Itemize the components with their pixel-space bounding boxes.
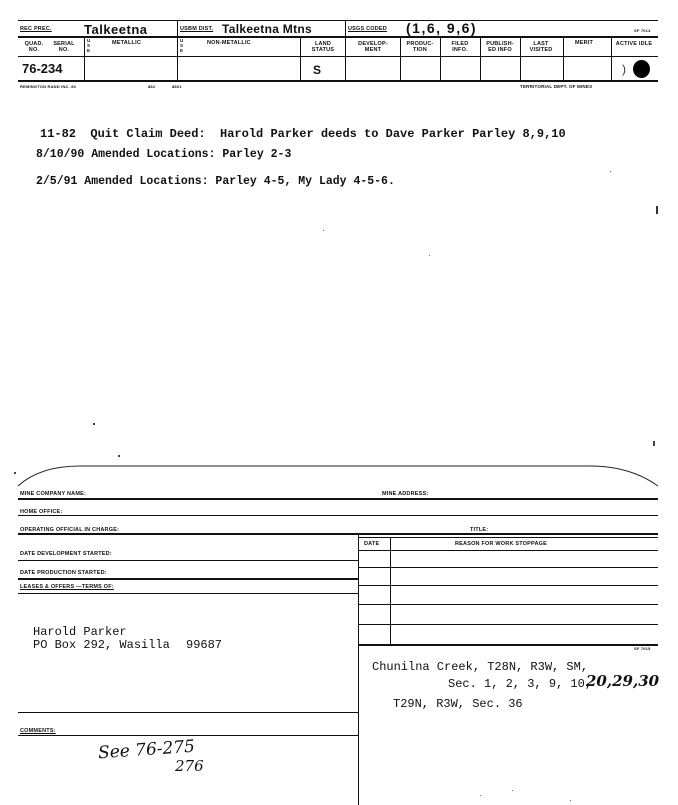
printer-code-1: 882 (148, 84, 156, 89)
mine-address-label: MINE ADDRESS: (382, 491, 429, 497)
col-nonmetallic: NON-METALLIC (207, 40, 251, 46)
printer-imprint: REMINGTON RAND INC. 80 (20, 84, 77, 89)
usbm-dist-value: Talkeetna Mtns (222, 22, 312, 36)
usbm-dist-label: USBM DIST. (180, 26, 214, 32)
dept-imprint: TERRITORIAL DEPT. OF MINES (520, 84, 593, 89)
land-status-value: S (313, 63, 322, 77)
comments-label: COMMENTS: (20, 728, 56, 734)
rec-prec-label: REC PREC. (20, 26, 52, 32)
note-line: 11-82 Quit Claim Deed: Harold Parker deeds to Dave Parker Parley 8,9,10 (40, 127, 566, 141)
col-land-status: LAND STATUS (311, 41, 335, 53)
date-development-label: DATE DEVELOPMENT STARTED: (20, 551, 112, 557)
col-last-visited: LAST VISITED (529, 41, 553, 53)
location-line-1: Chunilna Creek, T28N, R3W, SM, (372, 660, 589, 674)
col-nonmetallic-code: U S E (180, 38, 184, 53)
mine-company-name-label: MINE COMPANY NAME: (20, 491, 87, 497)
quad-serial-value: 76-234 (22, 61, 63, 76)
note-line: 8/10/90 Amended Locations: Parley 2-3 (36, 148, 292, 161)
leases-label: LEASES & OFFERS —TERMS OF: (20, 584, 114, 590)
location-handwritten: 20,29,30 (586, 672, 660, 690)
active-idle-mark (633, 60, 650, 78)
comments-handwritten-2: 276 (175, 757, 204, 775)
usgs-coded-value: (1,6, 9,6) (406, 20, 478, 36)
col-develop: DEVELOP- MENT (358, 41, 388, 53)
col-filed-info: FILED INFO. (451, 41, 469, 53)
form-number-top: SF 7014 (634, 28, 651, 33)
owner-address: PO Box 292, Wasilla (33, 638, 170, 652)
owner-zip: 99687 (186, 638, 223, 652)
date-production-label: DATE PRODUCTION STARTED: (20, 570, 107, 576)
operating-official-label: OPERATING OFFICIAL IN CHARGE: (20, 527, 120, 533)
col-active-idle: ACTIVE IDLE (615, 41, 653, 47)
form-number-bottom: SF 7015 (634, 646, 651, 651)
col-metallic-code: U S E (87, 38, 91, 53)
col-published-info: PUBLISH- ED INFO (486, 41, 514, 53)
note-line: 2/5/91 Amended Locations: Parley 4-5, My Lady 4-5-6. (36, 175, 395, 188)
col-metallic: METALLIC (112, 40, 141, 46)
rec-prec-value: Talkeetna (84, 22, 148, 37)
col-serial: SERIAL NO. (53, 41, 75, 53)
owner-name: Harold Parker (33, 625, 127, 639)
location-line-3: T29N, R3W, Sec. 36 (393, 697, 523, 711)
form-top-edge (0, 460, 678, 490)
title-label: TITLE: (470, 527, 489, 533)
comments-handwritten-1: See 76-275 (97, 736, 196, 764)
printer-code-2: 8801 (172, 84, 182, 89)
col-merit: MERIT (575, 40, 594, 46)
reason-column-label: REASON FOR WORK STOPPAGE (455, 541, 547, 547)
active-idle-pencil-mark: ) (622, 62, 626, 76)
col-production: PRODUC- TION (406, 41, 434, 53)
date-column-label: DATE (364, 541, 380, 547)
location-line-2: Sec. 1, 2, 3, 9, 10, (448, 677, 593, 691)
col-quad: QUAD. NO. (24, 41, 44, 53)
home-office-label: HOME OFFICE: (20, 509, 63, 515)
usgs-coded-label: USGS CODED (348, 26, 387, 32)
